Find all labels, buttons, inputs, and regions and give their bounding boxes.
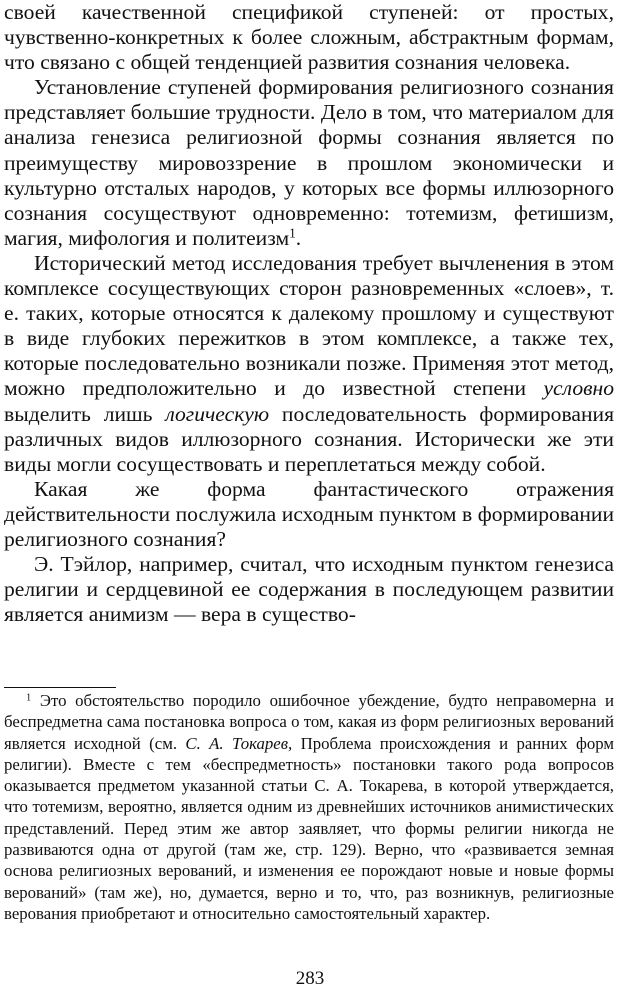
page-number: 283 xyxy=(295,968,325,989)
paragraph-3-text-a: Исторический метод исследования требует вычленения в этом комплексе сосуществующих сторон разновременных «слоев», т. е. таких, которые относятся к далекому прошлому и существуют в виде глубоких пережитков в этом комплексе, а также тех, которые последовательно возникали позже. Применяя этот метод, можно предположительно и до известной степени xyxy=(4,250,614,401)
emphasis-logical: логическую xyxy=(165,401,270,426)
footnote-text-a: Это обстоятельство породило ошибочное убеждение, будто неправомерна и беспредметна сама постановка вопроса о том, какая из форм религиозных верований является исходной (см. xyxy=(4,691,614,753)
paragraph-4 xyxy=(4,477,614,552)
paragraph-3 xyxy=(4,251,614,477)
footnote-text-b: Проблема происхождения и ранних форм религии). Вместе с тем «беспредметность» постановки такого рода вопросов оказывается предметом указанной статьи С. А. Токарева, в которой утверждается, что тотемизм, вероятно, является одним из древнейших источников анимистических представлений. Перед этим же автор заявляет, что формы религии никогда не развиваются одна от другой (там же, стр. 129). Верно, что «развивается земная основа религиозных верований, и изменения ее порождают новые и новые формы верований» (там же), но, думается, верно и то, что, раз возникнув, религиозные верования приобретают и относительно самостоятельный характер. xyxy=(4,733,614,923)
footnote-author: С. А. Токарев, xyxy=(185,733,293,753)
paragraph-5-text: Э. Тэйлор, например, считал, что исходным пунктом генезиса религии и сердцевиной ее содержания в последующем развитии является анимизм — вера в существо- xyxy=(4,552,614,627)
main-text xyxy=(4,0,614,627)
paragraph-3-text-b: выделить лишь xyxy=(4,401,166,426)
emphasis-conditionally: условно xyxy=(543,376,614,401)
footnote-reference: 1 xyxy=(289,225,296,241)
paragraph-2-text: Установление ступеней формирования религиозного сознания представляет большие трудности. Дело в том, что материалом для анализа генезиса религиозной формы сознания является по преимуществу мировоззрение в прошлом экономически и культурно отсталых народов, у которых все формы иллюзорного сознания сосуществуют одновременно: тотемизм, фетишизм, магия, мифология и политеизм xyxy=(4,75,614,250)
footnote-1 xyxy=(4,690,614,924)
paragraph-4-text: Какая же форма фантастического отражения действительности послужила исходным пунктом в формировании религиозного сознания? xyxy=(4,476,614,551)
footnote-number: 1 xyxy=(26,692,32,704)
paragraph-1-text: своей качественной спецификой ступеней: от простых, чувственно-конкретных к более сложным, абстрактным формам, что связано с общей тенденцией развития сознания человека. xyxy=(4,0,614,75)
paragraph-2 xyxy=(4,75,614,251)
paragraph-1 xyxy=(4,0,614,75)
paragraph-5 xyxy=(4,552,614,627)
footnote-block xyxy=(4,690,614,924)
paragraph-3-text-c: последовательность формирования различных видов иллюзорного сознания. Исторически же эти виды могли сосуществовать и переплетаться между собой. xyxy=(4,401,614,476)
footnote-divider xyxy=(4,687,116,688)
paragraph-2-end: . xyxy=(295,225,302,250)
